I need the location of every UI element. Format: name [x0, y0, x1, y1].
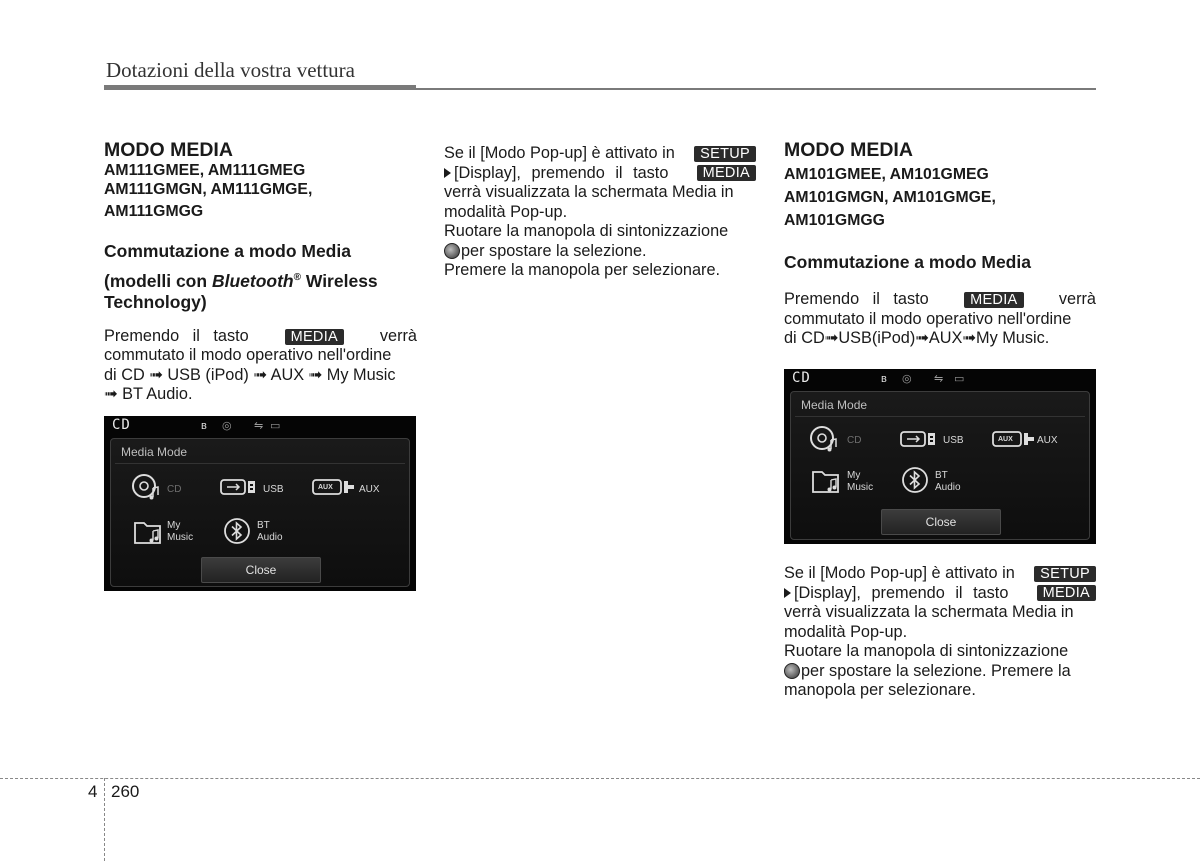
status-bar — [104, 416, 416, 436]
bluetooth-icon — [223, 517, 251, 545]
media-item-aux[interactable] — [311, 477, 355, 497]
subheading: Technology) — [104, 291, 207, 312]
media-item-usb[interactable] — [219, 477, 259, 497]
page-number: 260 — [111, 782, 140, 801]
media-mode-popup — [110, 438, 410, 587]
tune-knob-icon — [444, 243, 460, 259]
media-mode-popup — [790, 391, 1090, 540]
text: per spostare la selezione. — [461, 241, 647, 260]
right-column — [784, 139, 1096, 349]
chapter-number: 4 — [88, 782, 98, 801]
divider — [795, 416, 1085, 417]
subheading-bluetooth — [104, 267, 417, 292]
media-item-cd[interactable] — [131, 472, 161, 502]
media-item-label: BT — [935, 470, 948, 481]
bluetooth-icon: ʙ — [881, 373, 887, 385]
media-key-badge: MEDIA — [1037, 585, 1096, 601]
media-item-label: CD — [167, 484, 182, 495]
divider — [115, 463, 405, 464]
cd-icon — [131, 472, 161, 502]
folder-music-icon — [133, 519, 163, 545]
media-key-badge: MEDIA — [964, 292, 1023, 308]
paragraph-line: ➟ BT Audio. — [104, 385, 193, 404]
aux-icon-text: AUX — [318, 484, 333, 491]
paragraph-line: Ruotare la manopola di sintonizzazione — [784, 642, 1069, 660]
popup-title: Media Mode — [121, 445, 188, 459]
media-item-usb[interactable] — [899, 429, 939, 449]
model-codes-line: AM101GMGG — [784, 212, 885, 229]
paragraph-line: commutato il modo operativo nell'ordine — [104, 346, 392, 365]
folder-music-icon — [811, 468, 841, 494]
media-item-aux[interactable] — [991, 429, 1035, 449]
text: Premendo il tasto — [784, 290, 929, 308]
paragraph-line — [784, 662, 1096, 682]
model-codes-line: AM111GMGG — [104, 203, 204, 220]
disc-icon: ◎ — [902, 373, 912, 385]
header-rule-thin — [416, 88, 1096, 90]
media-key-badge: MEDIA — [285, 329, 344, 345]
subheading-text: (modelli con — [104, 270, 212, 291]
disc-icon: ◎ — [222, 420, 232, 432]
media-item-cd[interactable] — [809, 424, 839, 454]
media-item-label: AUX — [359, 484, 380, 495]
arrow-right-icon — [784, 588, 791, 598]
media-item-label: USB — [943, 435, 964, 446]
text — [784, 584, 1008, 604]
media-item-label: My — [847, 470, 861, 481]
media-mode-screenshot — [784, 369, 1096, 544]
aux-icon: ▭ — [954, 373, 965, 385]
subheading: Commutazione a modo Media — [104, 241, 351, 261]
media-key-badge: MEDIA — [697, 165, 756, 181]
text: Premendo il tasto — [104, 326, 249, 345]
footer-divider — [104, 778, 105, 861]
media-item-label: Music — [847, 482, 874, 493]
media-item-bt-audio[interactable] — [901, 466, 929, 494]
paragraph-line — [784, 564, 1096, 584]
footer-rule — [0, 778, 1200, 779]
media-item-label: My — [167, 520, 181, 531]
media-item-label: Audio — [257, 532, 283, 543]
status-bar — [784, 369, 1096, 389]
tune-knob-icon — [784, 663, 800, 679]
setup-key-badge: SETUP — [694, 146, 756, 162]
paragraph-line — [444, 242, 756, 262]
status-source: CD — [112, 417, 131, 433]
arrow-right-icon — [444, 168, 451, 178]
paragraph-line: verrà visualizzata la schermata Media in — [444, 183, 734, 201]
subheading: Commutazione a modo Media — [784, 252, 1031, 272]
paragraph-line — [104, 327, 417, 347]
bluetooth-icon — [901, 466, 929, 494]
media-item-label: USB — [263, 484, 284, 495]
text: Se il [Modo Pop-up] è attivato in — [444, 144, 675, 162]
paragraph-line — [784, 584, 1096, 604]
left-column — [104, 139, 417, 405]
media-item-label: CD — [847, 435, 862, 446]
usb-icon: ⇋ — [254, 420, 264, 432]
status-source: CD — [792, 370, 811, 386]
paragraph-line: di CD➟USB(iPod)➟AUX➟My Music. — [784, 329, 1050, 347]
bluetooth-icon: ʙ — [201, 420, 207, 432]
page-header-title: Dotazioni della vostra vettura — [106, 58, 355, 82]
setup-key-badge: SETUP — [1034, 566, 1096, 582]
media-item-my-music[interactable] — [133, 519, 163, 545]
paragraph-line: di CD ➟ USB (iPod) ➟ AUX ➟ My Music — [104, 365, 396, 384]
bluetooth-word: Bluetooth — [211, 270, 294, 291]
paragraph-line — [784, 290, 1096, 310]
usb-icon: ⇋ — [934, 373, 944, 385]
paragraph-line: Ruotare la manopola di sintonizzazione — [444, 222, 729, 240]
text: verrà — [379, 326, 417, 345]
registered-mark: ® — [293, 272, 301, 283]
text: verrà — [1058, 290, 1096, 308]
paragraph-line: Premere la manopola per selezionare. — [444, 261, 721, 279]
middle-column — [444, 144, 756, 281]
paragraph-line: modalità Pop-up. — [444, 202, 568, 221]
paragraph-line: modalità Pop-up. — [784, 622, 908, 641]
header-rule-thick — [104, 85, 416, 90]
subheading-text: Wireless — [300, 270, 378, 291]
paragraph-line — [444, 164, 756, 184]
text: [Display], premendo il tasto — [794, 583, 1009, 602]
paragraph-line: commutato il modo operativo nell'ordine — [784, 309, 1072, 328]
paragraph-line — [444, 144, 756, 164]
media-item-label: Audio — [935, 482, 961, 493]
media-item-label: BT — [257, 520, 270, 531]
media-item-label: AUX — [1037, 435, 1058, 446]
model-codes-line: AM101GMEE, AM101GMEG — [784, 166, 989, 183]
media-item-label: Music — [167, 532, 194, 543]
media-item-bt-audio[interactable] — [223, 517, 251, 545]
right-column-bottom — [784, 564, 1096, 701]
usb-stick-icon — [899, 429, 939, 449]
paragraph-line: manopola per selezionare. — [784, 681, 976, 699]
close-button[interactable]: Close — [201, 557, 321, 583]
aux-icon: ▭ — [270, 420, 281, 432]
model-codes-line: AM111GMEE, AM111GMEG — [104, 162, 306, 179]
paragraph-line: verrà visualizzata la schermata Media in — [784, 603, 1074, 621]
text: [Display], premendo il tasto — [454, 163, 669, 182]
cd-icon — [809, 424, 839, 454]
media-item-my-music[interactable] — [811, 468, 841, 494]
section-heading: MODO MEDIA — [784, 139, 913, 161]
model-codes-line: AM101GMGN, AM101GMGE, — [784, 189, 996, 206]
media-mode-screenshot — [104, 416, 416, 591]
close-button[interactable]: Close — [881, 509, 1001, 535]
text — [444, 164, 668, 184]
section-heading: MODO MEDIA — [104, 139, 233, 161]
aux-icon-text: AUX — [998, 436, 1013, 443]
popup-title: Media Mode — [801, 398, 868, 412]
model-codes-line: AM111GMGN, AM111GMGE, — [104, 181, 313, 198]
usb-stick-icon — [219, 477, 259, 497]
text: Se il [Modo Pop-up] è attivato in — [784, 564, 1015, 582]
text: per spostare la selezione. Premere la — [801, 661, 1071, 680]
